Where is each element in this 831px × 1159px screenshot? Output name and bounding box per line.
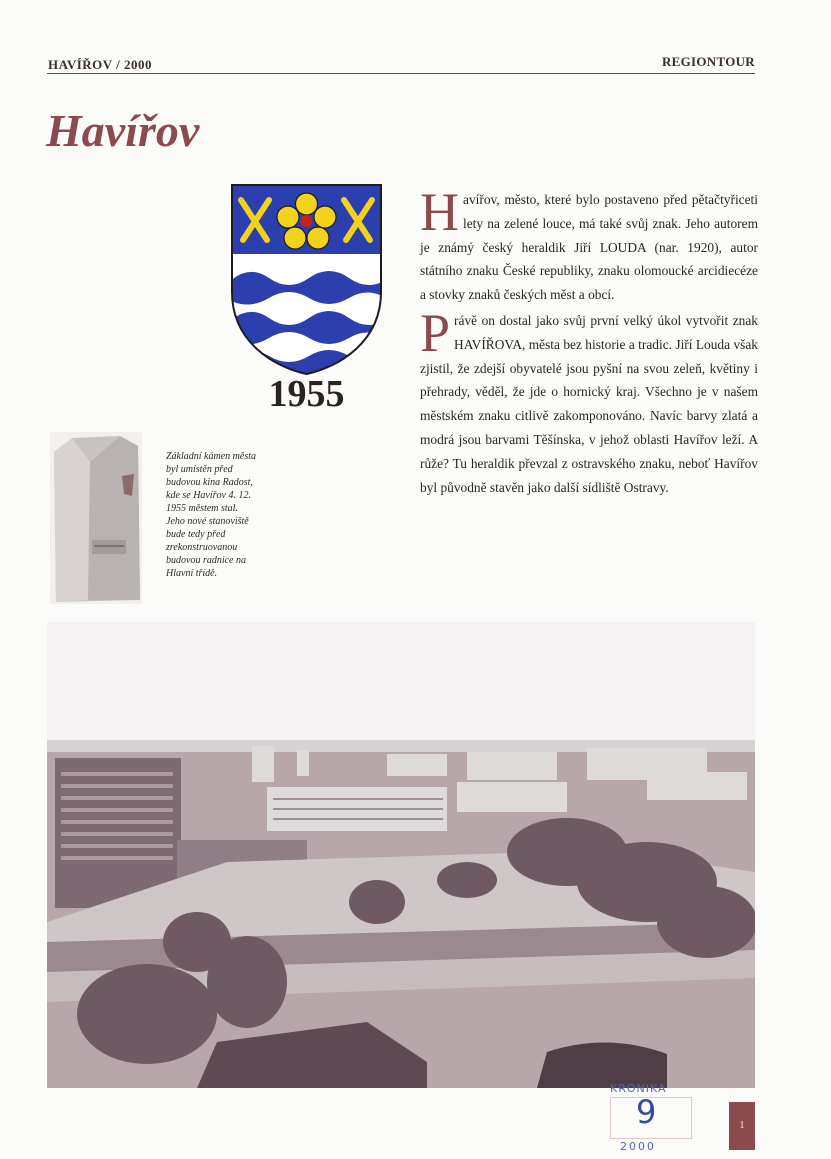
paragraph-2-text: rávě on dostal jako svůj první velký úkol vytvořit znak HAVÍŘOVA, města bez historie a tradic. Jiří Louda však zjistil, že zdejší obyvatelé jsou pyšní na svou zeleň, květiny i přehrady, věděl, že jde o hornický kraj. Všechno je v našem městském znaku citlivě zakomponováno. Navíc barvy zlatá a modrá jsou barvami Těšínska, v jehož oblasti Havířov leží. A růže? Tu heraldik převzal z ostravského znaku, neboť Havířov byl původně stavěn jako další sídliště Ostravy. — [420, 312, 758, 495]
paragraph-1-text: avířov, město, které bylo postaveno před pětačtyřiceti lety na zelené louce, má také svůj znak. Jeho autorem je známý český heraldik Jiří LOUDA (nar. 1920), autor státního znaku České republiky, znaku olomoucké arcidiecéze a stovky znaků českých měst a obcí. — [420, 192, 758, 303]
running-header-left: HAVÍŘOV / 2000 — [48, 57, 153, 72]
archive-stamp-number: 9 — [636, 1093, 657, 1131]
paragraph-2 — [420, 302, 758, 499]
dropcap-2: P — [420, 302, 451, 363]
foundation-stone-photo — [50, 432, 142, 604]
running-header-right: REGIONTOUR — [661, 54, 755, 69]
archive-stamp-label: KRONIKA — [610, 1082, 667, 1095]
article-body — [420, 182, 758, 499]
archive-stamp-year: 2000 — [620, 1140, 656, 1153]
paragraph-1 — [420, 182, 758, 307]
coat-year: 1955 — [268, 373, 345, 415]
city-panorama-photo — [47, 622, 755, 1088]
page-title: Havířov — [46, 105, 200, 156]
page-tab: 1 — [729, 1102, 755, 1150]
header-rule — [47, 73, 755, 74]
photo-caption: Základní kámen města byl umístěn před budovou kina Radost, kde se Havířov 4. 12. 1955 městem stal. Jeho nové stanoviště bude tedy před zrekonstruovanou budovou radnice na Hlavní třídě. — [166, 451, 256, 579]
coat-of-arms-icon — [229, 182, 384, 377]
dropcap-1: H — [420, 182, 459, 242]
